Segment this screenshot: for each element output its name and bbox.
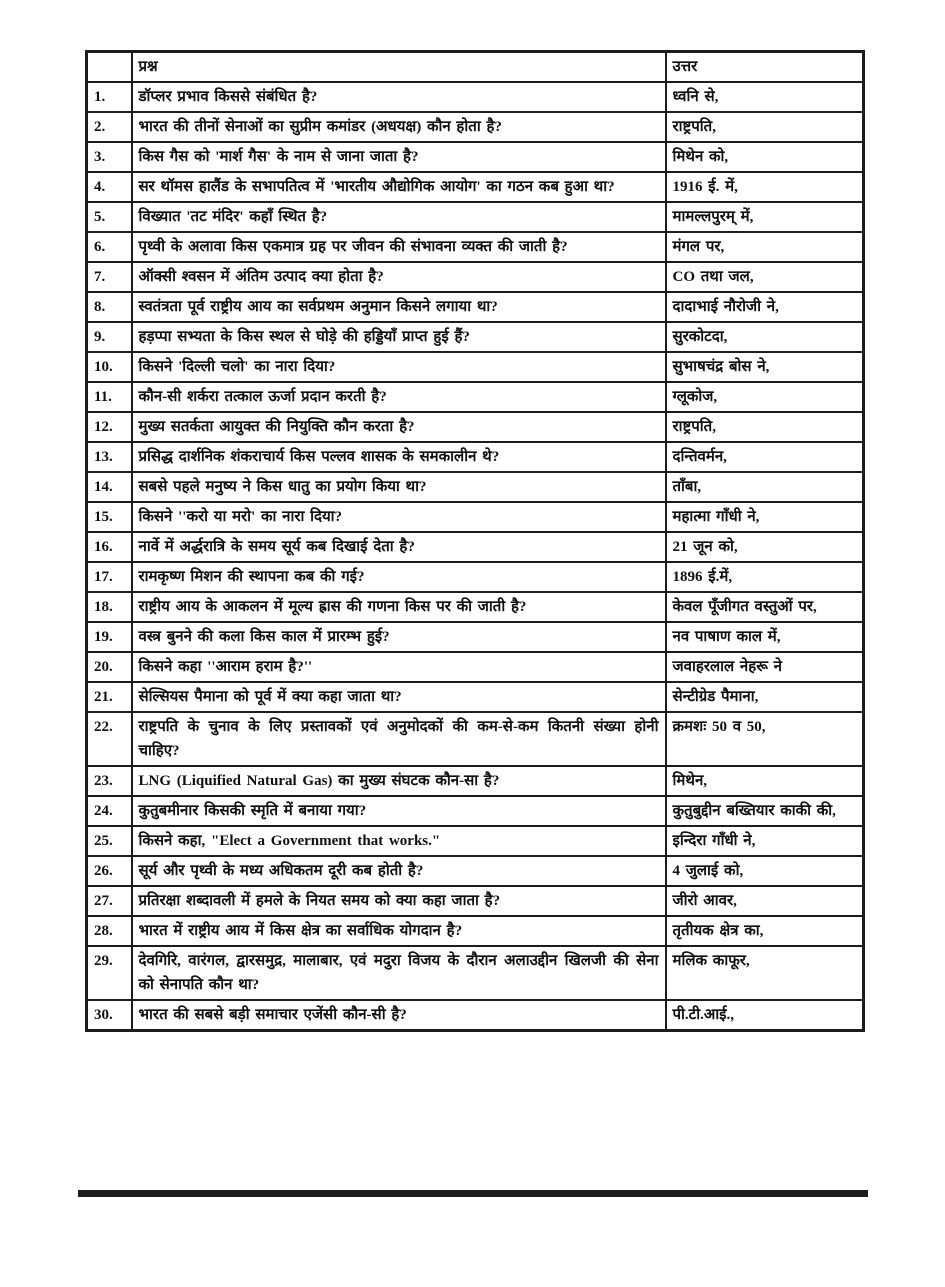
table-header-row xyxy=(87,52,864,83)
row-number-cell: 9. xyxy=(87,322,132,352)
row-number-cell: 10. xyxy=(87,352,132,382)
answer-cell: मिथेन, xyxy=(666,766,864,796)
row-number-cell: 19. xyxy=(87,622,132,652)
row-number-cell: 28. xyxy=(87,916,132,946)
table-row xyxy=(87,592,864,622)
question-cell: राष्ट्रपति के चुनाव के लिए प्रस्तावकों एवं अनुमोदकों की कम-से-कम कितनी संख्या होनी चाहिए? xyxy=(132,712,666,766)
answer-cell: राष्ट्रपति, xyxy=(666,412,864,442)
answer-cell: दादाभाई नौरोजी ने, xyxy=(666,292,864,322)
answer-cell: तृतीयक क्षेत्र का, xyxy=(666,916,864,946)
question-cell: विख्यात 'तट मंदिर' कहाँ स्थित है? xyxy=(132,202,666,232)
question-cell: रामकृष्ण मिशन की स्थापना कब की गई? xyxy=(132,562,666,592)
header-number-cell xyxy=(87,52,132,83)
table-row xyxy=(87,322,864,352)
row-number-cell: 13. xyxy=(87,442,132,472)
table-row xyxy=(87,442,864,472)
table-row xyxy=(87,502,864,532)
answer-cell: पी.टी.आई., xyxy=(666,1000,864,1031)
row-number-cell: 30. xyxy=(87,1000,132,1031)
row-number-cell: 18. xyxy=(87,592,132,622)
row-number-cell: 14. xyxy=(87,472,132,502)
table-row xyxy=(87,292,864,322)
question-cell: किसने 'दिल्ली चलो' का नारा दिया? xyxy=(132,352,666,382)
answer-cell: 1896 ई.में, xyxy=(666,562,864,592)
answer-cell: नव पाषाण काल में, xyxy=(666,622,864,652)
table-row xyxy=(87,886,864,916)
question-cell: प्रतिरक्षा शब्दावली में हमले के नियत समय को क्या कहा जाता है? xyxy=(132,886,666,916)
question-cell: देवगिरि, वारंगल, द्वारसमुद्र, मालाबार, एवं मदुरा विजय के दौरान अलाउद्दीन खिलजी की सेना को सेनापति कौन था? xyxy=(132,946,666,1000)
table-row xyxy=(87,142,864,172)
answer-cell: क्रमशः 50 व 50, xyxy=(666,712,864,766)
answer-cell: केवल पूँजीगत वस्तुओं पर, xyxy=(666,592,864,622)
question-cell: सेल्सियस पैमाना को पूर्व में क्या कहा जाता था? xyxy=(132,682,666,712)
row-number-cell: 5. xyxy=(87,202,132,232)
question-answer-table xyxy=(85,50,865,1032)
table-row xyxy=(87,82,864,112)
answer-cell: मामल्लपुरम् में, xyxy=(666,202,864,232)
row-number-cell: 7. xyxy=(87,262,132,292)
answer-cell: ताँबा, xyxy=(666,472,864,502)
question-cell: ऑक्सी श्वसन में अंतिम उत्पाद क्या होता है? xyxy=(132,262,666,292)
row-number-cell: 26. xyxy=(87,856,132,886)
answer-cell: महात्मा गाँधी ने, xyxy=(666,502,864,532)
table-row xyxy=(87,682,864,712)
question-cell: कौन-सी शर्करा तत्काल ऊर्जा प्रदान करती है? xyxy=(132,382,666,412)
answer-cell: मंगल पर, xyxy=(666,232,864,262)
answer-cell: 1916 ई. में, xyxy=(666,172,864,202)
page-bottom-rule xyxy=(78,1190,868,1197)
row-number-cell: 4. xyxy=(87,172,132,202)
table-row xyxy=(87,916,864,946)
answer-cell: ध्वनि से, xyxy=(666,82,864,112)
question-cell: प्रसिद्ध दार्शनिक शंकराचार्य किस पल्लव शासक के समकालीन थे? xyxy=(132,442,666,472)
answer-cell: जवाहरलाल नेहरू ने xyxy=(666,652,864,682)
row-number-cell: 16. xyxy=(87,532,132,562)
question-cell: वस्त्र बुनने की कला किस काल में प्रारम्भ हुई? xyxy=(132,622,666,652)
row-number-cell: 6. xyxy=(87,232,132,262)
table-row xyxy=(87,1000,864,1031)
row-number-cell: 21. xyxy=(87,682,132,712)
answer-cell: जीरो आवर, xyxy=(666,886,864,916)
question-cell: किसने कहा ''आराम हराम है?'' xyxy=(132,652,666,682)
answer-cell: सेन्टीग्रेड पैमाना, xyxy=(666,682,864,712)
question-cell: पृथ्वी के अलावा किस एकमात्र ग्रह पर जीवन की संभावना व्यक्त की जाती है? xyxy=(132,232,666,262)
table-row xyxy=(87,352,864,382)
question-cell: कुतुबमीनार किसकी स्मृति में बनाया गया? xyxy=(132,796,666,826)
answer-cell: 21 जून को, xyxy=(666,532,864,562)
table-row xyxy=(87,712,864,766)
table-row xyxy=(87,622,864,652)
row-number-cell: 12. xyxy=(87,412,132,442)
question-cell: किसने ''करो या मरो' का नारा दिया? xyxy=(132,502,666,532)
question-cell: भारत की तीनों सेनाओं का सुप्रीम कमांडर (अधयक्ष) कौन होता है? xyxy=(132,112,666,142)
question-cell: LNG (Liquified Natural Gas) का मुख्य संघटक कौन-सा है? xyxy=(132,766,666,796)
question-cell: किसने कहा, "Elect a Government that works." xyxy=(132,826,666,856)
row-number-cell: 24. xyxy=(87,796,132,826)
question-cell: राष्ट्रीय आय के आकलन में मूल्य ह्रास की गणना किस पर की जाती है? xyxy=(132,592,666,622)
table-row xyxy=(87,796,864,826)
row-number-cell: 8. xyxy=(87,292,132,322)
table-row xyxy=(87,766,864,796)
answer-cell: दन्तिवर्मन, xyxy=(666,442,864,472)
table-row xyxy=(87,946,864,1000)
row-number-cell: 29. xyxy=(87,946,132,1000)
row-number-cell: 2. xyxy=(87,112,132,142)
row-number-cell: 15. xyxy=(87,502,132,532)
question-cell: स्वतंत्रता पूर्व राष्ट्रीय आय का सर्वप्रथम अनुमान किसने लगाया था? xyxy=(132,292,666,322)
table-row xyxy=(87,202,864,232)
row-number-cell: 17. xyxy=(87,562,132,592)
header-question-cell: प्रश्न xyxy=(132,52,666,83)
table-row xyxy=(87,172,864,202)
question-cell: सर थॉमस हालैंड के सभापतित्व में 'भारतीय औद्योगिक आयोग' का गठन कब हुआ था? xyxy=(132,172,666,202)
row-number-cell: 20. xyxy=(87,652,132,682)
answer-cell: 4 जुलाई को, xyxy=(666,856,864,886)
answer-cell: मिथेन को, xyxy=(666,142,864,172)
row-number-cell: 22. xyxy=(87,712,132,766)
question-cell: मुख्य सतर्कता आयुक्त की नियुक्ति कौन करता है? xyxy=(132,412,666,442)
table-row xyxy=(87,232,864,262)
table-row xyxy=(87,826,864,856)
table-row xyxy=(87,532,864,562)
row-number-cell: 11. xyxy=(87,382,132,412)
answer-cell: सुरकोटदा, xyxy=(666,322,864,352)
question-cell: भारत में राष्ट्रीय आय में किस क्षेत्र का सर्वाधिक योगदान है? xyxy=(132,916,666,946)
answer-cell: राष्ट्रपति, xyxy=(666,112,864,142)
row-number-cell: 23. xyxy=(87,766,132,796)
table-row xyxy=(87,262,864,292)
question-cell: डॉप्लर प्रभाव किससे संबंधित है? xyxy=(132,82,666,112)
row-number-cell: 25. xyxy=(87,826,132,856)
question-cell: किस गैस को 'मार्श गैस' के नाम से जाना जाता है? xyxy=(132,142,666,172)
answer-cell: ग्लूकोज, xyxy=(666,382,864,412)
question-cell: भारत की सबसे बड़ी समाचार एजेंसी कौन-सी है? xyxy=(132,1000,666,1031)
answer-cell: मलिक काफूर, xyxy=(666,946,864,1000)
table-row xyxy=(87,412,864,442)
question-cell: सूर्य और पृथ्वी के मध्य अधिकतम दूरी कब होती है? xyxy=(132,856,666,886)
table-row xyxy=(87,652,864,682)
header-answer-cell: उत्तर xyxy=(666,52,864,83)
row-number-cell: 27. xyxy=(87,886,132,916)
table-row xyxy=(87,856,864,886)
table-row xyxy=(87,472,864,502)
table-row xyxy=(87,382,864,412)
answer-cell: कुतुबुद्दीन बख्तियार काकी की, xyxy=(666,796,864,826)
table-row xyxy=(87,112,864,142)
table-row xyxy=(87,562,864,592)
row-number-cell: 3. xyxy=(87,142,132,172)
question-cell: हड़प्पा सभ्यता के किस स्थल से घोड़े की हड्डियाँ प्राप्त हुई हैं? xyxy=(132,322,666,352)
question-cell: नार्वे में अर्द्धरात्रि के समय सूर्य कब दिखाई देता है? xyxy=(132,532,666,562)
question-cell: सबसे पहले मनुष्य ने किस धातु का प्रयोग किया था? xyxy=(132,472,666,502)
answer-cell: CO तथा जल, xyxy=(666,262,864,292)
answer-cell: इन्दिरा गाँधी ने, xyxy=(666,826,864,856)
row-number-cell: 1. xyxy=(87,82,132,112)
answer-cell: सुभाषचंद्र बोस ने, xyxy=(666,352,864,382)
